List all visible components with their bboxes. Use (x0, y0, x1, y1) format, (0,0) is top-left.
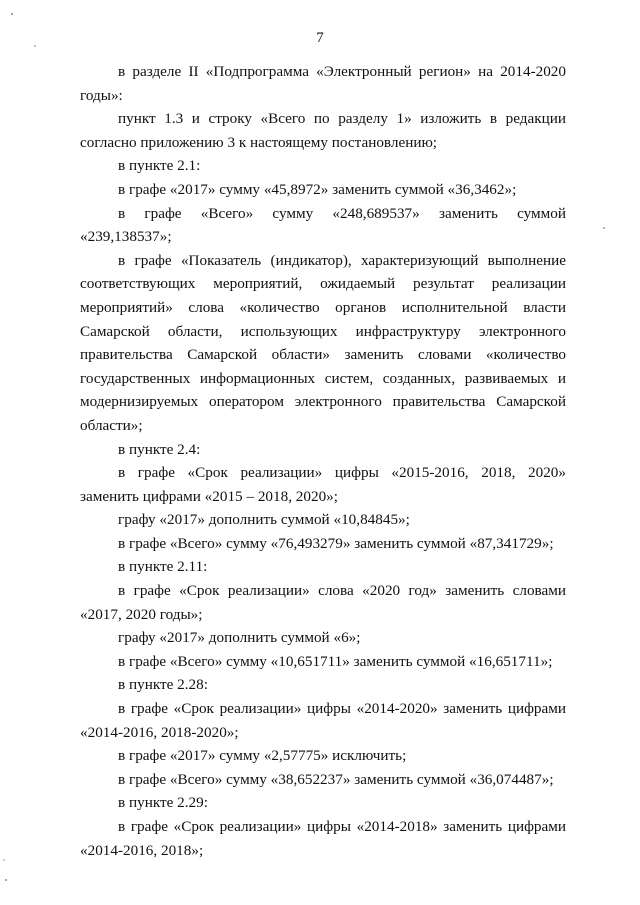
paragraph: в пункте 2.29: (118, 794, 208, 812)
paragraph: в графе «Срок реализации» слова «2020 год» заменить словами «2017, 2020 годы»; (80, 582, 566, 623)
scan-speck (11, 13, 13, 15)
paragraph: в пункте 2.1: (118, 157, 201, 175)
paragraph: в графе «Всего» сумму «248,689537» заменить суммой «239,138537»; (80, 204, 566, 246)
scan-speck (3, 859, 5, 861)
paragraph: в пункте 2.11: (118, 558, 208, 576)
paragraph: пункт 1.3 и строку «Всего по разделу 1» изложить в редакции согласно приложению 3 к настоящему постановлению; (80, 110, 566, 151)
paragraph: в графе «2017» сумму «45,8972» заменить суммой «36,3462»; (118, 180, 517, 198)
scan-speck (5, 879, 7, 881)
scan-speck (603, 227, 605, 229)
paragraph: в графе «Срок реализации» цифры «2014-2018» заменить цифрами «2014-2016, 2018»; (80, 818, 566, 859)
document-body (80, 60, 566, 862)
paragraph: в графе «Срок реализации» цифры «2014-2020» заменить цифрами «2014-2016, 2018-2020»; (80, 700, 566, 741)
paragraph: в графе «Всего» сумму «10,651711» заменить суммой «16,651711»; (118, 652, 553, 670)
paragraph: в графе «Всего» сумму «38,652237» заменить суммой «36,074487»; (118, 770, 554, 788)
paragraph: в пункте 2.4: (118, 440, 201, 458)
paragraph: в пункте 2.28: (118, 676, 208, 694)
paragraph: в графе «2017» сумму «2,57775» исключить; (118, 747, 407, 765)
paragraph: в графе «Всего» сумму «76,493279» заменить суммой «87,341729»; (118, 534, 554, 552)
paragraph: в разделе II «Подпрограмма «Электронный регион» на 2014-2020 годы»: (80, 63, 566, 104)
paragraph: графу «2017» дополнить суммой «10,84845»; (118, 511, 410, 529)
paragraph: в графе «Показатель (индикатор), характеризующий выполнение соответствующих мероприятий, ожидаемый результат реализации мероприятий» слова «количество органов исполнительной власти Самарской области, использующих инфраструктуру электронного правительства Самарской области» заменить словами «количество государственных информационных систем, созданных, развиваемых и модернизируемых оператором электронного правительства Самарской области»; (80, 251, 566, 434)
page-number: 7 (316, 30, 324, 46)
paragraph: графу «2017» дополнить суммой «6»; (118, 629, 361, 647)
paragraph: в графе «Срок реализации» цифры «2015-2016, 2018, 2020» заменить цифрами «2015 – 2018, 2020»; (80, 464, 566, 505)
